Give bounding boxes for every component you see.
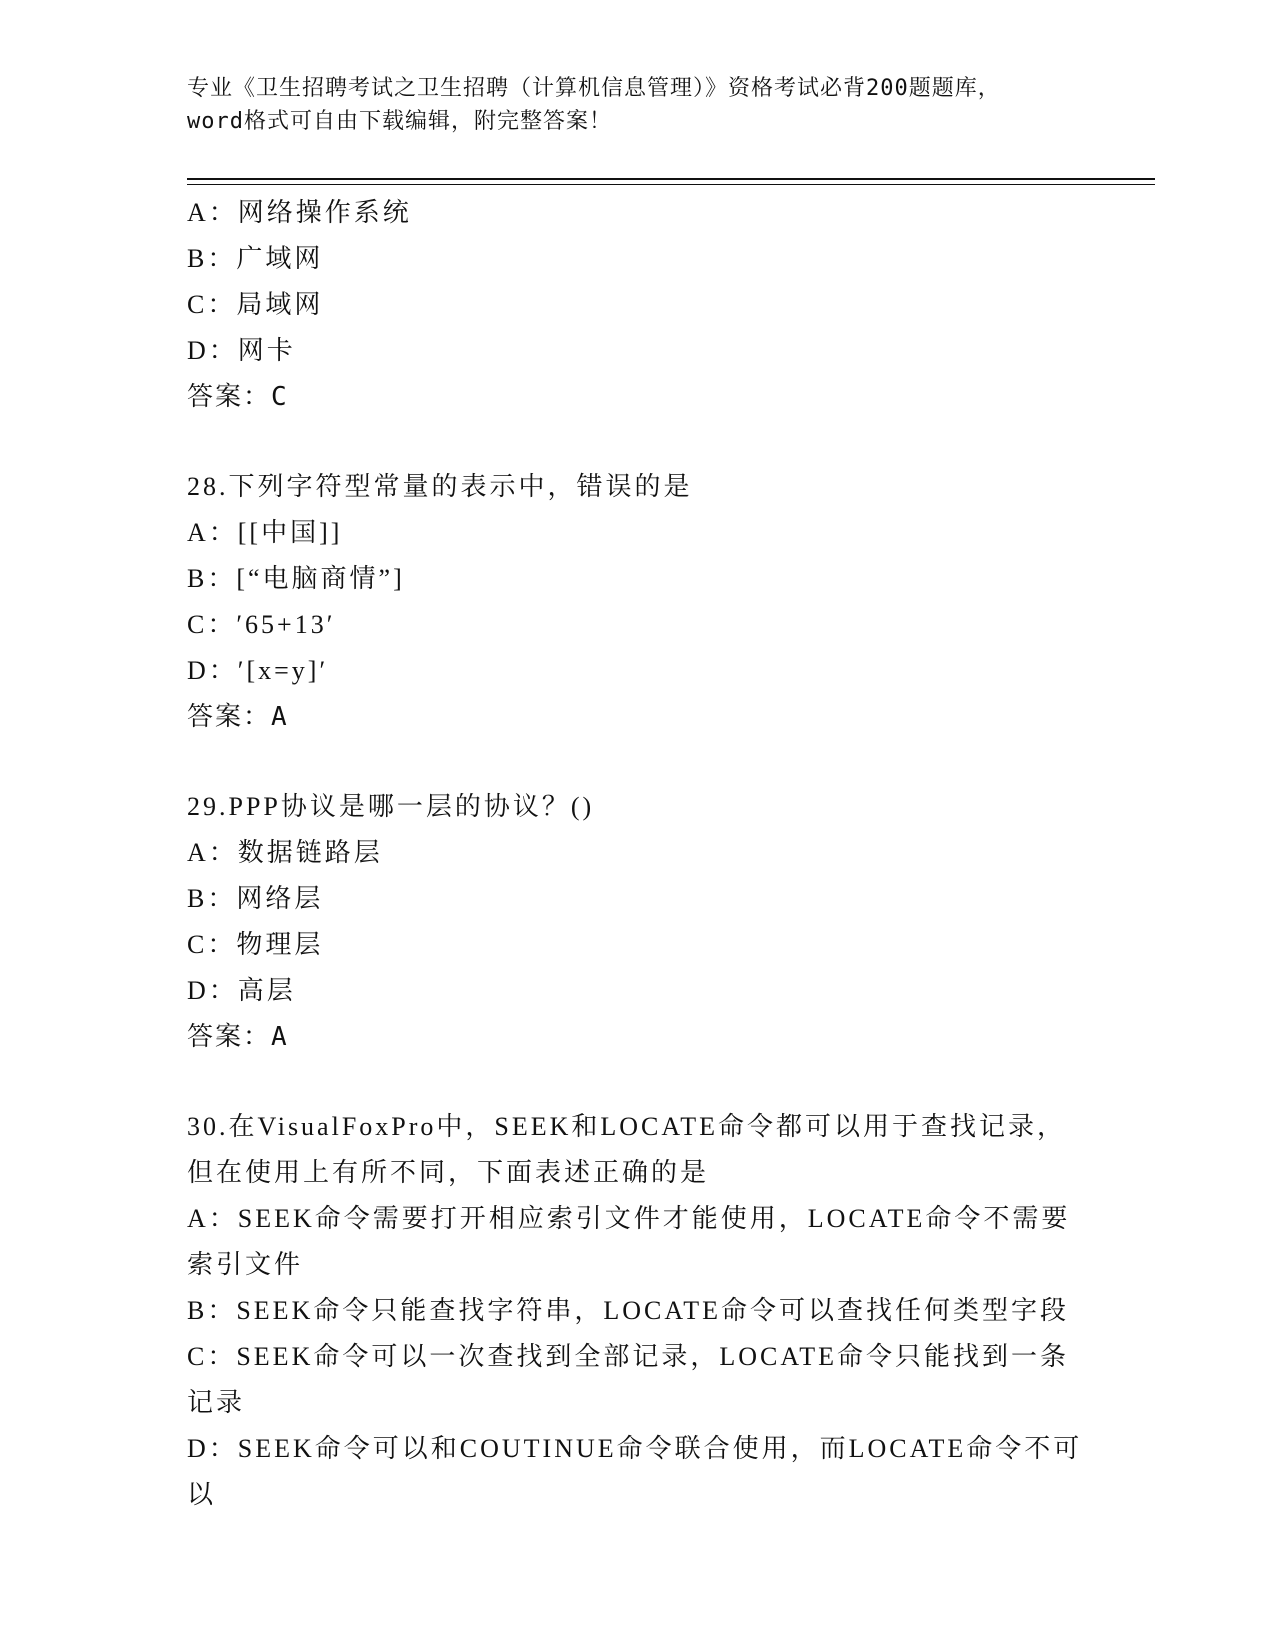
question-text: 28.下列字符型常量的表示中，错误的是 bbox=[187, 472, 693, 501]
header-divider-thin bbox=[187, 184, 1155, 185]
spacer bbox=[187, 420, 1087, 464]
option-a: A：数据链路层 bbox=[187, 838, 383, 867]
question-30 bbox=[187, 1104, 1087, 1518]
option-a: A：SEEK命令需要打开相应索引文件才能使用，LOCATE命令不需要索引文件 bbox=[187, 1204, 1071, 1279]
header-line-2: word格式可自由下载编辑，附完整答案！ bbox=[187, 109, 612, 134]
option-b: B：[“电脑商情”] bbox=[187, 564, 405, 593]
question-text: 30.在VisualFoxPro中，SEEK和LOCATE命令都可以用于查找记录，但在使用上有所不同，下面表述正确的是 bbox=[187, 1112, 1067, 1187]
spacer bbox=[187, 1060, 1087, 1104]
option-b: B：广域网 bbox=[187, 244, 324, 273]
answer: 答案：C bbox=[187, 382, 289, 412]
option-c: C：物理层 bbox=[187, 930, 324, 959]
header-line-1: 专业《卫生招聘考试之卫生招聘（计算机信息管理）》资格考试必背200题题库， bbox=[187, 76, 1001, 101]
option-d: D：高层 bbox=[187, 976, 296, 1005]
option-d: D：网卡 bbox=[187, 336, 296, 365]
option-b: B：网络层 bbox=[187, 884, 324, 913]
spacer bbox=[187, 740, 1087, 784]
option-c: C：′65+13′ bbox=[187, 610, 336, 639]
option-c: C：SEEK命令可以一次查找到全部记录，LOCATE命令只能找到一条记录 bbox=[187, 1342, 1070, 1417]
option-b: B：SEEK命令只能查找字符串，LOCATE命令可以查找任何类型字段 bbox=[187, 1296, 1070, 1325]
option-a: A：网络操作系统 bbox=[187, 198, 412, 227]
option-d: D：′[x=y]′ bbox=[187, 656, 329, 685]
answer: 答案：A bbox=[187, 702, 289, 732]
document-header bbox=[187, 72, 1087, 138]
option-a: A：[[中国]] bbox=[187, 518, 343, 547]
option-d: D：SEEK命令可以和COUTINUE命令联合使用，而LOCATE命令不可以 bbox=[187, 1434, 1083, 1509]
question-28 bbox=[187, 464, 1087, 740]
option-c: C：局域网 bbox=[187, 290, 324, 319]
question-text: 29.PPP协议是哪一层的协议？() bbox=[187, 792, 595, 821]
header-divider-thick bbox=[187, 178, 1155, 180]
question-29 bbox=[187, 784, 1087, 1060]
answer: 答案：A bbox=[187, 1022, 289, 1052]
question-list bbox=[187, 190, 1087, 1518]
question-27 bbox=[187, 190, 1087, 420]
